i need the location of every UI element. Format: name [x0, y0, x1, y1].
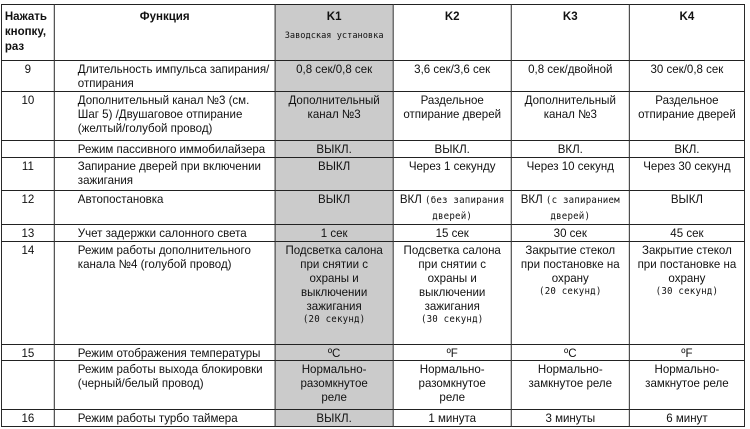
header-press-count: Нажать кнопку, раз — [1, 5, 54, 61]
row-k2-value: Нормально-разомкнутое реле — [393, 361, 511, 410]
row-number: 12 — [1, 190, 54, 225]
row-k2-value: ºF — [393, 344, 511, 360]
header-function: Функция — [54, 5, 275, 61]
table-row — [1, 91, 744, 140]
row-number: 16 — [1, 410, 54, 427]
row-function: Длительность импульса запирания/отпирания — [54, 61, 275, 92]
header-k4: K4 — [629, 5, 744, 61]
row-k1-value: 0,8 сек/0,8 сек — [275, 61, 393, 92]
row-k2-value: 15 сек — [393, 225, 511, 241]
row-k4-value: Нормально-замкнутое реле — [629, 361, 744, 410]
row-function: Режим пассивного иммобилайзера — [54, 141, 275, 157]
row-k1-value: ВЫКЛ. — [275, 410, 393, 427]
row-number — [1, 361, 54, 410]
row-k4-value: Раздельное отпирание дверей — [629, 91, 744, 140]
table-row — [1, 157, 744, 190]
row-k2-value: ВКЛ — [399, 191, 422, 206]
row-k4-value: 45 сек — [629, 225, 744, 241]
row-function: Режим работы дополнительного канала №4 (голубой провод) — [54, 241, 275, 344]
row-function: Режим работы турбо таймера — [54, 410, 275, 427]
table-row — [1, 141, 744, 157]
row-k2-value: Раздельное отпирание дверей — [393, 91, 511, 140]
row-function: Дополнительный канал №3 (см. Шаг 5) /Двушаговое отпирание (желтый/голубой провод) — [54, 91, 275, 140]
row-k4-value: Закрытие стекол при постановке на охрану — [637, 242, 737, 285]
header-k1-label: K1 — [326, 9, 342, 23]
row-k3-value: 3 минуты — [511, 410, 629, 427]
row-k2-value: ВЫКЛ. — [393, 141, 511, 157]
settings-table — [1, 4, 745, 427]
row-number: 14 — [1, 241, 54, 344]
row-function: Режим отображения температуры — [54, 344, 275, 360]
row-k1-value: ºC — [275, 344, 393, 360]
header-k1 — [275, 5, 393, 61]
row-k1-value: ВЫКЛ. — [275, 141, 393, 157]
row-k3-note: (с запиранием дверей) — [545, 194, 620, 222]
table-row — [1, 361, 744, 410]
row-k4-note: (30 секунд) — [655, 285, 719, 297]
row-function: Автопостановка — [54, 190, 275, 225]
row-k1-value: Подсветка салона при снятии с охраны и выключении зажигания — [285, 242, 383, 313]
row-k1-cell — [275, 241, 393, 344]
header-k3: K3 — [511, 5, 629, 61]
row-k4-value: ВКЛ. — [629, 141, 744, 157]
row-k3-cell — [511, 190, 629, 225]
row-number — [1, 141, 54, 157]
row-k3-value: Закрытие стекол при постановке на охрану — [520, 242, 620, 285]
row-k4-value: ВЫКЛ — [629, 190, 744, 225]
row-k3-value: 30 сек — [511, 225, 629, 241]
row-k3-value: Нормально-замкнутое реле — [511, 361, 629, 410]
row-k3-value: Дополнительный канал №3 — [511, 91, 629, 140]
row-k3-cell — [511, 241, 629, 344]
row-k1-note: (20 секунд) — [302, 313, 366, 325]
row-k1-value: ВЫКЛ — [275, 157, 393, 190]
row-k4-value: ºF — [629, 344, 744, 360]
header-k1-factory-note: Заводская установка — [284, 31, 384, 41]
row-k4-value: Через 30 секунд — [629, 157, 744, 190]
row-k4-cell — [629, 241, 744, 344]
table-row — [1, 61, 744, 92]
row-k2-cell — [393, 241, 511, 344]
table-row — [1, 410, 744, 427]
row-k1-value: Дополнительный канал №3 — [275, 91, 393, 140]
row-k1-value: ВЫКЛ — [275, 190, 393, 225]
table-row — [1, 190, 744, 225]
row-function: Режим работы выхода блокировки (черный/белый провод) — [54, 361, 275, 410]
table-row — [1, 225, 744, 241]
row-number: 13 — [1, 225, 54, 241]
row-number: 10 — [1, 91, 54, 140]
row-k2-value: 3,6 сек/3,6 сек — [393, 61, 511, 92]
header-k2: K2 — [393, 5, 511, 61]
row-k3-note: (20 секунд) — [539, 285, 602, 297]
row-function: Учет задержки салонного света — [54, 225, 275, 241]
row-k3-value: Через 10 секунд — [511, 157, 629, 190]
row-k1-value: 1 сек — [275, 225, 393, 241]
row-k4-value: 6 минут — [629, 410, 744, 427]
row-k3-value: ВКЛ — [520, 191, 543, 206]
row-k4-value: 30 сек/0,8 сек — [629, 61, 744, 92]
row-k2-value: 1 минута — [393, 410, 511, 427]
row-k2-note: (без запирания дверей) — [425, 194, 505, 222]
row-k2-cell — [393, 190, 511, 225]
header-row — [1, 5, 744, 61]
row-number: 9 — [1, 61, 54, 92]
row-k3-value: ВКЛ. — [511, 141, 629, 157]
row-number: 11 — [1, 157, 54, 190]
row-k2-note: (30 секунд) — [420, 313, 484, 325]
row-k2-value: Через 1 секунду — [393, 157, 511, 190]
row-number: 15 — [1, 344, 54, 360]
row-k3-value: 0,8 сек/двойной — [511, 61, 629, 92]
row-k3-value: ºC — [511, 344, 629, 360]
row-k1-value: Нормально-разомкнутое реле — [275, 361, 393, 410]
row-function: Запирание дверей при включении зажигания — [54, 157, 275, 190]
table-row — [1, 344, 744, 360]
row-k2-value: Подсветка салона при снятии с охраны и выключении зажигания — [403, 242, 501, 313]
table-row — [1, 241, 744, 344]
